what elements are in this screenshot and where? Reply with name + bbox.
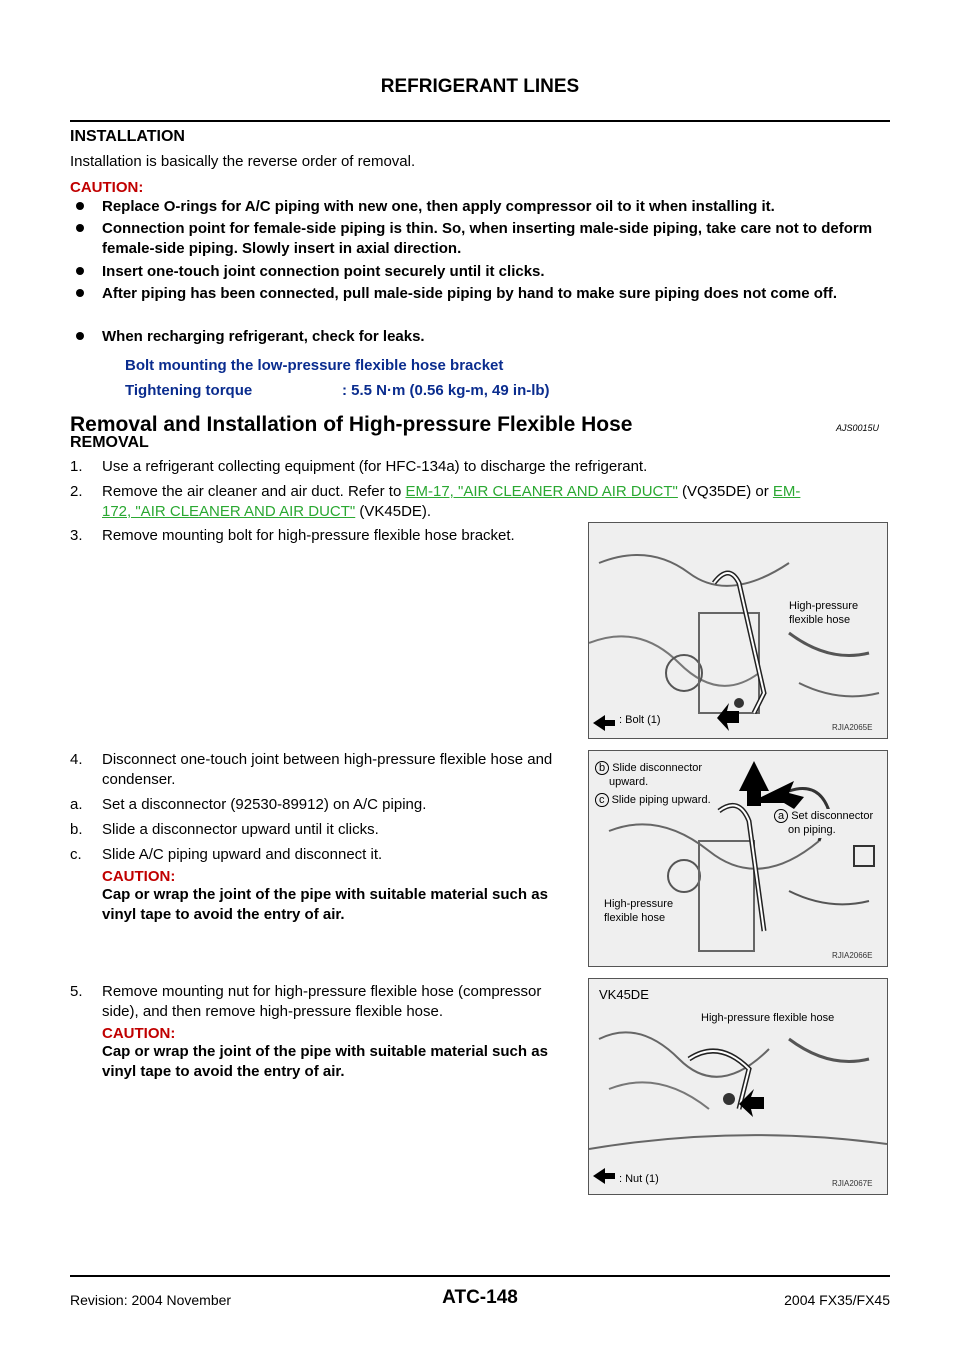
step-number: 2. — [70, 483, 83, 500]
figure-label-hose: High-pressure flexible hose — [789, 600, 859, 627]
caution-bullet — [70, 327, 890, 347]
caution-bullet — [70, 197, 890, 217]
installation-intro: Installation is basically the reverse order of removal. — [70, 153, 416, 170]
step-text: Remove mounting bolt for high-pressure flexible hose bracket. — [102, 527, 515, 544]
bullet-icon — [76, 267, 84, 275]
link-em-17[interactable]: EM-17, "AIR CLEANER AND AIR DUCT" — [405, 483, 678, 500]
step-2-post: (VK45DE). — [355, 502, 432, 520]
caution-bullet — [70, 219, 890, 258]
link-em-172-part2[interactable]: 172, "AIR CLEANER AND AIR DUCT" — [102, 502, 356, 520]
footer-model: 2004 FX35/FX45 — [784, 1292, 890, 1308]
figure-code: RJIA2067E — [832, 1179, 873, 1188]
bullet-text: Replace O-rings for A/C piping with new one, then apply compressor oil to it when installing it. — [102, 198, 775, 215]
figure-legend-bolt: : Bolt (1) — [619, 714, 661, 726]
step-text: Disconnect one-touch joint between high-pressure flexible hose and condenser. — [102, 751, 553, 788]
step-text — [70, 482, 890, 521]
step-4-caution-text: Cap or wrap the joint of the pipe with suitable material such as vinyl tape to avoid the entry of air. — [102, 886, 548, 923]
step-text: Slide a disconnector upward until it clicks. — [102, 821, 379, 838]
caution-bullet — [70, 262, 890, 282]
footer-revision: Revision: 2004 November — [70, 1292, 232, 1308]
step-4-caution-label: CAUTION: — [102, 868, 176, 885]
section-code: AJS0015U — [836, 423, 880, 433]
section-title: Removal and Installation of High-pressure Flexible Hose — [70, 413, 633, 436]
bullet-icon — [76, 202, 84, 210]
bullet-icon — [76, 224, 84, 232]
spec-bolt-line: Bolt mounting the low-pressure flexible hose bracket — [125, 357, 504, 374]
step-5 — [70, 982, 575, 1021]
figure-legend-nut: : Nut (1) — [619, 1173, 659, 1185]
installation-heading: INSTALLATION — [70, 128, 185, 145]
step-text: Slide A/C piping upward and disconnect it. — [102, 846, 383, 863]
caution-label: CAUTION: — [70, 179, 144, 196]
bullet-text: Connection point for female-side piping is thin. So, when inserting male-side piping, take care not to deform female-side piping. Slowly insert in axial direction. — [102, 220, 873, 257]
step-4 — [70, 750, 575, 789]
step-1 — [70, 457, 890, 477]
footer-rule — [70, 1275, 890, 1277]
engine-illustration — [589, 523, 887, 738]
figure-code: RJIA2066E — [832, 951, 873, 960]
step-letter: a. — [70, 796, 83, 813]
figure-label-a: a Set disconnector on piping. — [774, 809, 873, 838]
bullet-text: Insert one-touch joint connection point securely until it clicks. — [102, 263, 545, 280]
figure-label-hose: High-pressure flexible hose — [604, 898, 674, 925]
figure-nut — [588, 978, 888, 1195]
figure-label-b: b Slide disconnector upward. — [595, 761, 702, 790]
figure-label-c: c Slide piping upward. — [595, 793, 711, 807]
step-text: Set a disconnector (92530-89912) on A/C piping. — [102, 796, 427, 813]
step-text: Remove mounting nut for high-pressure flexible hose (compressor side), and then remove high-pressure flexible hose. — [102, 983, 542, 1020]
figure-engine-label: VK45DE — [599, 987, 649, 1002]
link-em-172-part1[interactable]: EM- — [772, 483, 801, 500]
header-rule — [70, 120, 890, 122]
step-letter: c. — [70, 846, 82, 863]
page-title: REFRIGERANT LINES — [380, 76, 580, 97]
step-4c — [70, 845, 575, 865]
caution-bullet — [70, 284, 890, 304]
figure-disconnector — [588, 750, 888, 967]
step-number: 5. — [70, 983, 83, 1000]
spec-torque-label: Tightening torque — [125, 382, 253, 399]
step-2-pre: Remove the air cleaner and air duct. Refer to — [102, 483, 406, 500]
step-2 — [70, 482, 890, 521]
bullet-text: When recharging refrigerant, check for leaks. — [102, 328, 425, 345]
step-text: Use a refrigerant collecting equipment (for HFC-134a) to discharge the refrigerant. — [102, 458, 648, 475]
step-5-caution-text: Cap or wrap the joint of the pipe with suitable material such as vinyl tape to avoid the entry of air. — [102, 1043, 548, 1080]
removal-heading: REMOVAL — [70, 434, 149, 451]
spec-torque-value: : 5.5 N·m (0.56 kg-m, 49 in-lb) — [342, 382, 550, 399]
footer-page-code: ATC-148 — [442, 1287, 518, 1308]
step-number: 1. — [70, 458, 83, 475]
step-letter: b. — [70, 821, 83, 838]
figure-bolt — [588, 522, 888, 739]
step-4b — [70, 820, 575, 840]
step-5-caution-label: CAUTION: — [102, 1025, 176, 1042]
step-number: 4. — [70, 751, 83, 768]
bullet-text: After piping has been connected, pull male-side piping by hand to make sure piping does not come off. — [102, 285, 838, 302]
figure-label-hose: High-pressure flexible hose — [701, 1012, 835, 1024]
step-number: 3. — [70, 527, 83, 544]
step-3 — [70, 526, 575, 546]
bullet-icon — [76, 289, 84, 297]
step-4a — [70, 795, 575, 815]
figure-code: RJIA2065E — [832, 723, 873, 732]
step-2-mid: (VQ35DE) or — [677, 483, 773, 500]
bullet-icon — [76, 332, 84, 340]
